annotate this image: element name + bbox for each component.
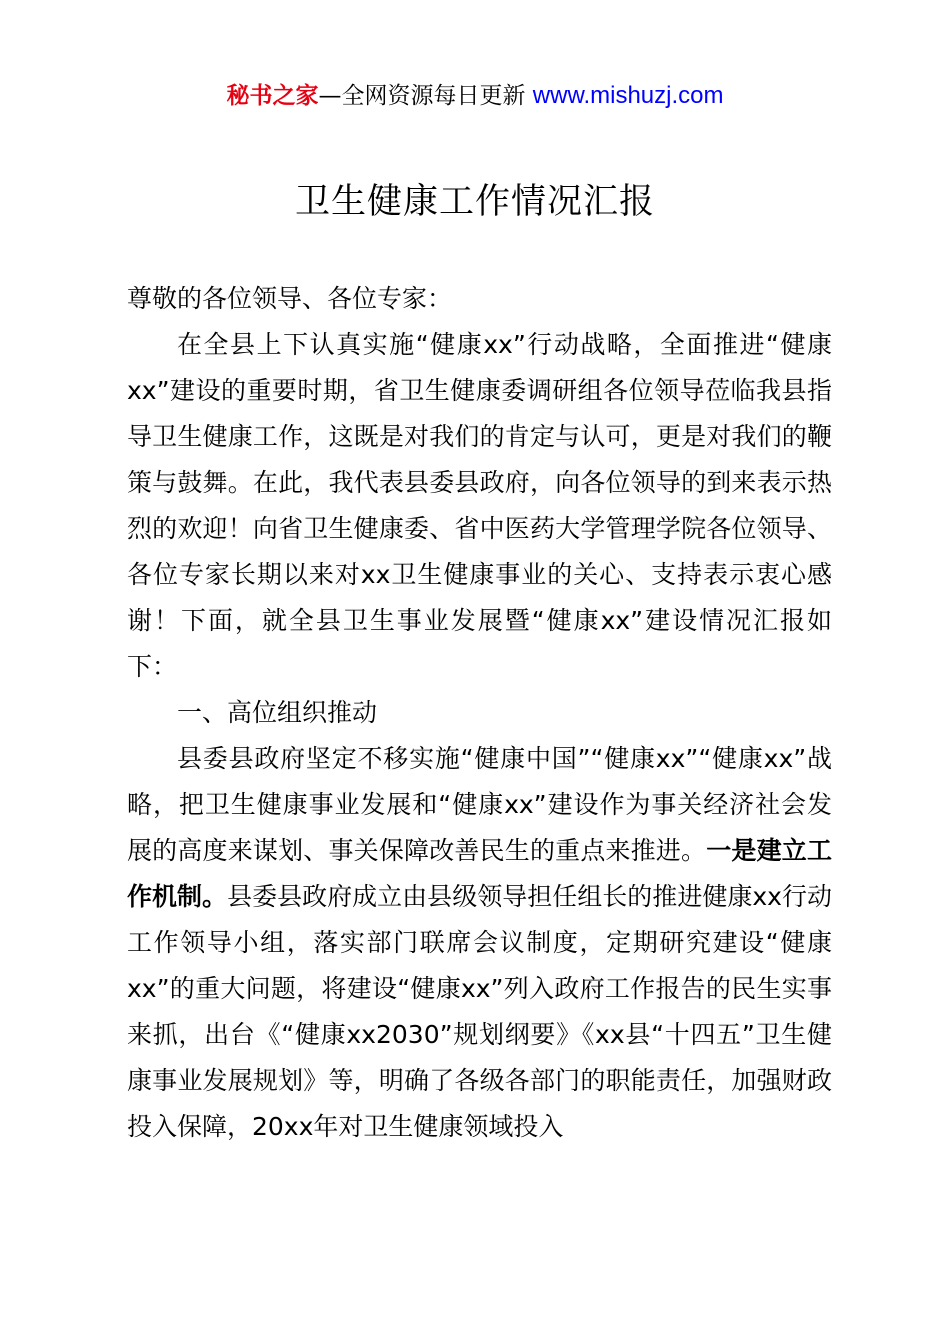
site-slogan: —全网资源每日更新 <box>318 83 533 109</box>
site-url-link[interactable]: www.mishuzj.com <box>532 82 724 109</box>
document-body <box>127 276 832 1150</box>
salutation: 尊敬的各位领导、各位专家： <box>127 284 453 313</box>
document-title: 卫生健康工作情况汇报 <box>294 182 655 222</box>
site-brand: 秘书之家 <box>226 83 319 109</box>
section-1-heading: 一、高位组织推动 <box>177 698 378 727</box>
site-header <box>0 80 950 112</box>
section-1-paragraph <box>127 736 832 1150</box>
section-1-rest-text: 县委县政府成立由县级领导担任组长的推进健康xx行动工作领导小组，落实部门联席会议制度，定期研究建设“健康xx”的重大问题，将建设“健康xx”列入政府工作报告的民生实事来抓，出台《“健康xx2030”规划纲要》《xx县“十四五”卫生健康事业发展规划》等，明确了各级各部门的职能责任，加强财政投入保障，20xx年对卫生健康领域投入 <box>127 882 832 1141</box>
section-1-lead-text: 县委县政府坚定不移实施“健康中国”“健康xx”“健康xx”战略，把卫生健康事业发展和“健康xx”建设作为事关经济社会发展的高度来谋划、事关保障改善民生的重点来推进。 <box>127 744 832 865</box>
section-1-bold-point: 一是建立工作机制。 <box>127 836 832 911</box>
intro-paragraph: 在全县上下认真实施“健康xx”行动战略，全面推进“健康xx”建设的重要时期，省卫生健康委调研组各位领导莅临我县指导卫生健康工作，这既是对我们的肯定与认可，更是对我们的鞭策与鼓舞。在此，我代表县委县政府，向各位领导的到来表示热烈的欢迎！向省卫生健康委、省中医药大学管理学院各位领导、各位专家长期以来对xx卫生健康事业的关心、支持表示衷心感谢！下面，就全县卫生事业发展暨“健康xx”建设情况汇报如下： <box>127 330 832 681</box>
